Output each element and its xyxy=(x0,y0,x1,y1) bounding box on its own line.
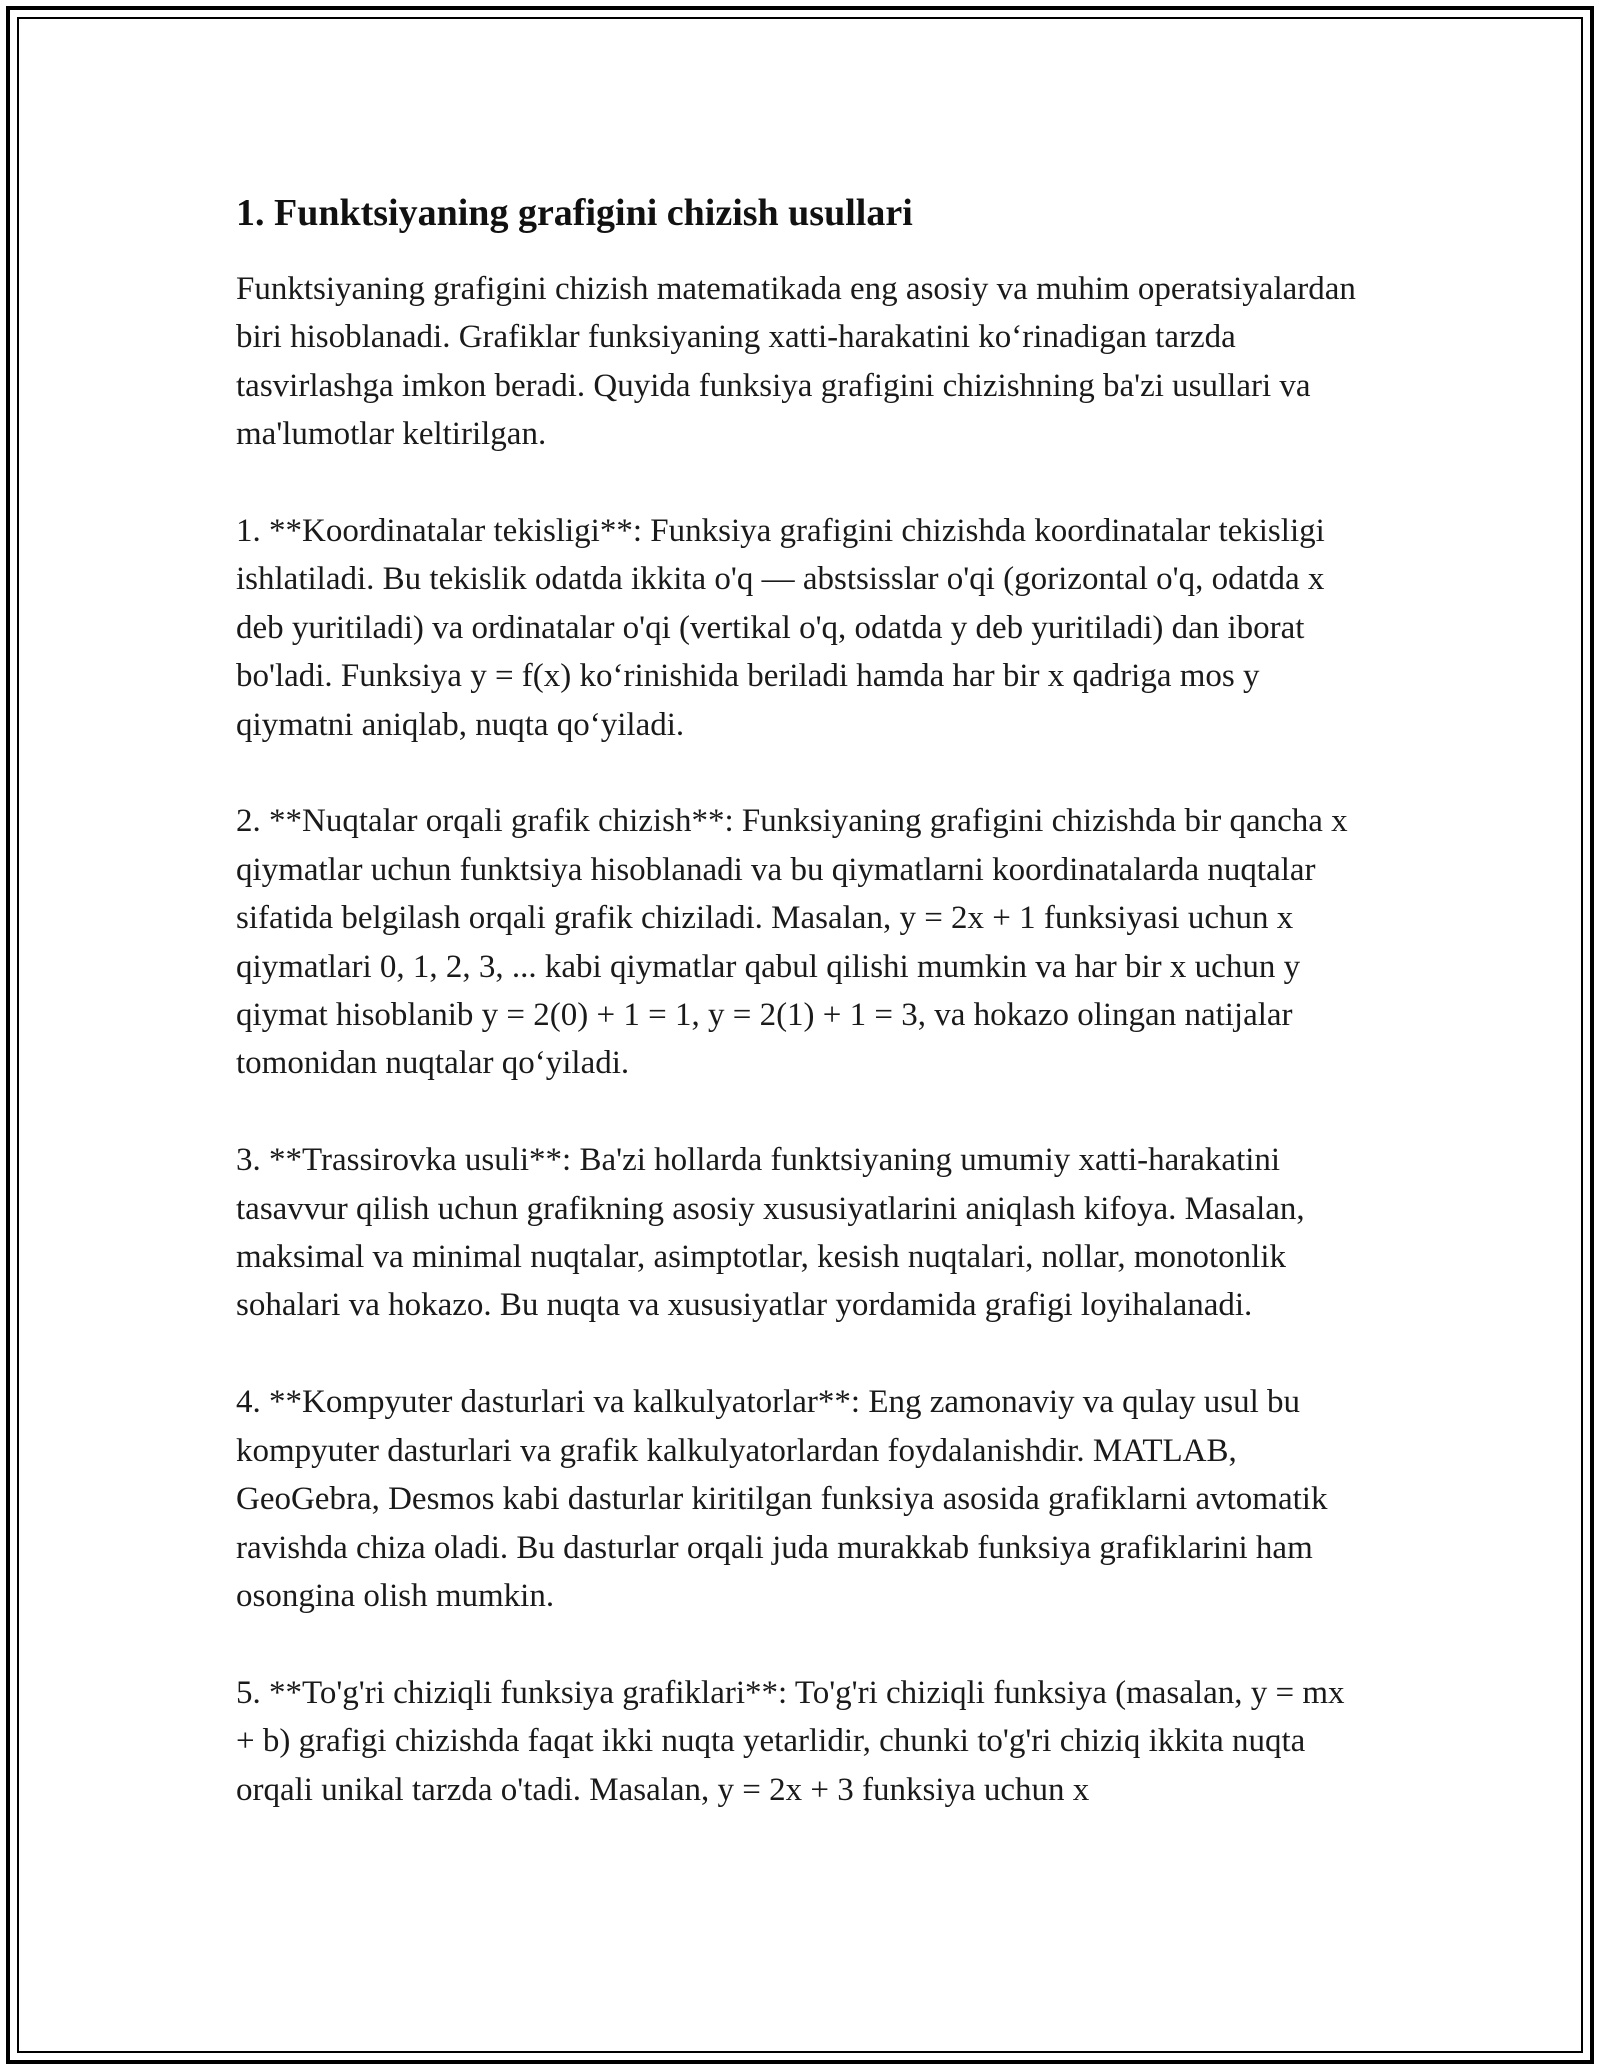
document-body xyxy=(236,183,1364,1814)
section-heading: 1. Funktsiyaning grafigini chizish usullari xyxy=(236,192,913,234)
intro-paragraph: Funktsiyaning grafigini chizish matematikada eng asosiy va muhim operatsiyalardan biri hisoblanadi. Grafiklar funksiyaning xatti-harakatini ko‘rinadigan tarzda tasvirlashga imkon beradi. Quyida funksiya grafigini chizishning ba'zi usullari va ma'lumotlar keltirilgan. xyxy=(236,271,1356,453)
paragraph-coordinate-plane: 1. **Koordinatalar tekisligi**: Funksiya grafigini chizishda koordinatalar tekisligi ishlatiladi. Bu tekislik odatda ikkita o'q — abstsisslar o'qi (gorizontal o'q, odatda x deb yuritiladi) va ordinatalar o'qi (vertikal o'q, odatda y deb yuritiladi) dan iborat bo'ladi. Funksiya y = f(x) ko‘rinishida beriladi hamda har bir x qadriga mos y qiymatni aniqlab, nuqta qo‘yiladi. xyxy=(236,513,1325,743)
paragraph-tracing-method: 3. **Trassirovka usuli**: Ba'zi hollarda funktsiyaning umumiy xatti-harakatini tasavvur qilish uchun grafikning asosiy xususiyatlarini aniqlash kifoya. Masalan, maksimal va minimal nuqtalar, asimptotlar, kesish nuqtalari, nollar, monotonlik sohalari va hokazo. Bu nuqta va xususiyatlar yordamida grafigi loyihalanadi. xyxy=(236,1142,1305,1324)
paragraph-linear-functions: 5. **To'g'ri chiziqli funksiya grafiklari**: To'g'ri chiziqli funksiya (masalan, y = mx + b) grafigi chizishda faqat ikki nuqta yetarlidir, chunki to'g'ri chiziq ikkita nuqta orqali unikal tarzda o'tadi. Masalan, y = 2x + 3 funksiya uchun x xyxy=(236,1674,1345,1808)
paragraph-plotting-points: 2. **Nuqtalar orqali grafik chizish**: Funksiyaning grafigini chizishda bir qancha x qiymatlar uchun funktsiya hisoblanadi va bu qiymatlarni koordinatalarda nuqtalar sifatida belgilash orqali grafik chiziladi. Masalan, y = 2x + 1 funksiyasi uchun x qiymatlari 0, 1, 2, 3, ... kabi qiymatlar qabul qilishi mumkin va har bir x uchun y qiymat hisoblanib y = 2(0) + 1 = 1, y = 2(1) + 1 = 3, va hokazo olingan natijalar tomonidan nuqtalar qo‘yiladi. xyxy=(236,803,1348,1082)
paragraph-computer-programs: 4. **Kompyuter dasturlari va kalkulyatorlar**: Eng zamonaviy va qulay usul bu kompyuter dasturlari va grafik kalkulyatorlardan foydalanishdir. MATLAB, GeoGebra, Desmos kabi dasturlar kiritilgan funksiya asosida grafiklarni avtomatik ravishda chiza oladi. Bu dasturlar orqali juda murakkab funksiya grafiklarini ham osongina olish mumkin. xyxy=(236,1384,1328,1614)
